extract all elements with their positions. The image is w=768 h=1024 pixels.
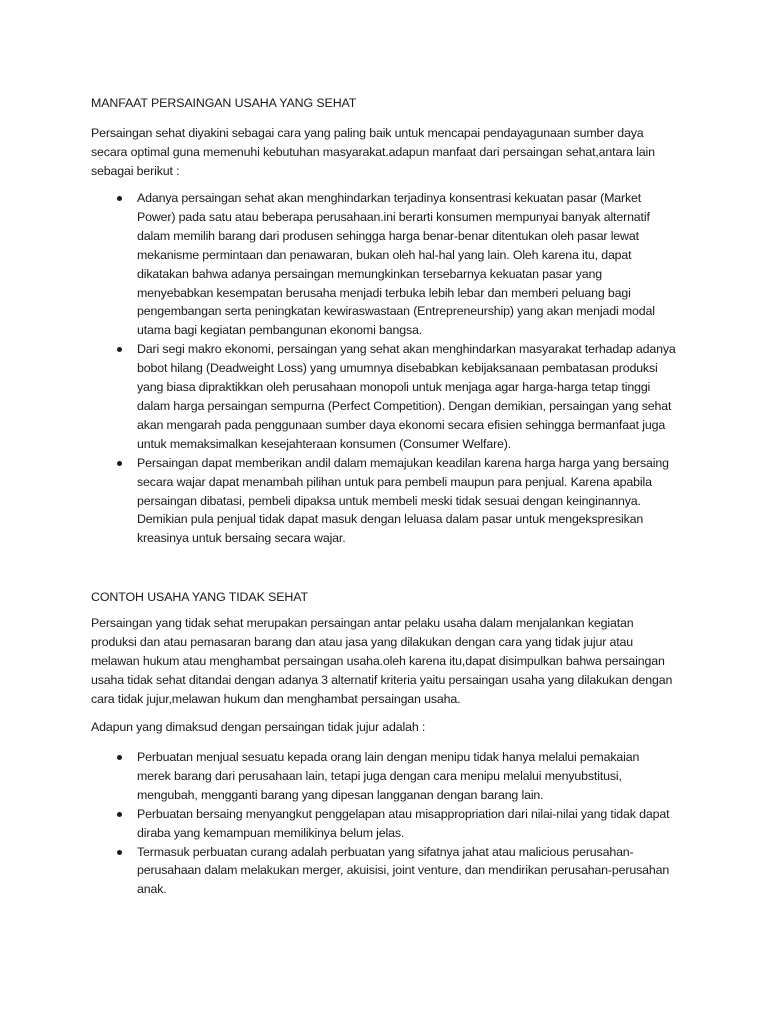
list-item-text: Adanya persaingan sehat akan menghindarkan terjadinya konsentrasi kekuatan pasar (Market Power) pada satu atau beberapa perusahaan.ini berarti konsumen mempunyai banyak alternatif dalam memilih barang dari produsen sehingga harga benar-benar ditentukan oleh pasar lewat mekanisme permintaan dan penawaran, bukan oleh hal-hal yang lain. Oleh karena itu, dapat dikatakan bahwa adanya persaingan memungkinkan tersebarnya kekuatan pasar yang menyebabkan kesempatan berusaha menjadi terbuka lebih lebar dan memberi peluang bagi pengembangan serta peningkatan kewiraswastaan (Entrepreneurship) yang akan menjadi modal utama bagi kegiatan pembangunan ekonomi bangsa.: [137, 191, 655, 338]
list-item: [91, 340, 676, 453]
bullet-list-manfaat: [91, 189, 676, 548]
bullet-icon: [117, 812, 122, 817]
list-item-text: Dari segi makro ekonomi, persaingan yang sehat akan menghindarkan masyarakat terhadap adanya bobot hilang (Deadweight Loss) yang umumnya disebabkan kebijaksanaan pembatasan produksi yang biasa dipraktikkan oleh perusahaan monopoli untuk menjaga agar harga-harga tetap tinggi dalam harga persaingan sempurna (Perfect Competition). Dengan demikian, persaingan yang sehat akan mengarah pada penggunaan sumber daya ekonomi secara efisien sehingga bermanfaat juga untuk memaksimalkan kesejahteraan konsumen (Consumer Welfare).: [137, 342, 676, 451]
bullet-list-contoh: [91, 748, 676, 899]
bullet-icon: [117, 461, 122, 466]
bullet-icon: [117, 196, 122, 201]
intro-paragraph-manfaat: Persaingan sehat diyakini sebagai cara yang paling baik untuk mencapai pendayagunaan sumber daya secara optimal guna memenuhi kebutuhan masyarakat.adapun manfaat dari persaingan sehat,antara lain sebagai berikut :: [91, 126, 655, 178]
section-heading-contoh: CONTOH USAHA YANG TIDAK SEHAT: [91, 590, 308, 604]
list-item-text: Termasuk perbuatan curang adalah perbuatan yang sifatnya jahat atau malicious perusahan-perusahaan dalam melakukan merger, akuisisi, joint venture, dan mendirikan perusahan-perusahan anak.: [137, 844, 670, 897]
list-item: [91, 805, 676, 843]
list-item: [91, 843, 676, 900]
list-item: [91, 454, 676, 549]
bullet-icon: [117, 347, 122, 352]
section-heading-manfaat: MANFAAT PERSAINGAN USAHA YANG SEHAT: [91, 96, 357, 110]
list-item: [91, 189, 676, 340]
bullet-icon: [117, 850, 122, 855]
list-item-text: Perbuatan bersaing menyangkut penggelapan atau misappropriation dari nilai-nilai yang tidak dapat diraba yang kemampuan memilikinya belum jelas.: [137, 806, 670, 840]
list-item: [91, 748, 676, 805]
bullet-icon: [117, 755, 122, 760]
intro-paragraph-contoh: Persaingan yang tidak sehat merupakan persaingan antar pelaku usaha dalam menjalankan kegiatan produksi dan atau pemasaran barang dan atau jasa yang dilakukan dengan cara yang tidak jujur atau melawan hukum atau menghambat persaingan usaha.oleh karena itu,dapat disimpulkan bahwa persaingan usaha tidak sehat ditandai dengan adanya 3 alternatif kriteria yaitu persaingan usaha yang dilakukan dengan cara tidak jujur,melawan hukum dan menghambat persaingan usaha.: [91, 616, 673, 706]
list-item-text: Perbuatan menjual sesuatu kepada orang lain dengan menipu tidak hanya melalui pemakaian merek barang dari perusahaan lain, tetapi juga dengan cara menipu melalui menyubstitusi, mengubah, mengganti barang yang dipesan langganan dengan barang lain.: [137, 750, 640, 802]
lead-paragraph-contoh: Adapun yang dimaksud dengan persaingan tidak jujur adalah :: [91, 720, 426, 734]
list-item-text: Persaingan dapat memberikan andil dalam memajukan keadilan karena harga harga yang bersaing secara wajar dapat menambah pilihan untuk para pembeli maupun para penjual. Karena apabila persaingan dibatasi, pembeli dipaksa untuk membeli meski tidak sesuai dengan keinginannya. Demikian pula penjual tidak dapat masuk dengan leluasa dalam pasar untuk mengekspresikan kreasinya untuk bersaing secara wajar.: [137, 455, 669, 546]
